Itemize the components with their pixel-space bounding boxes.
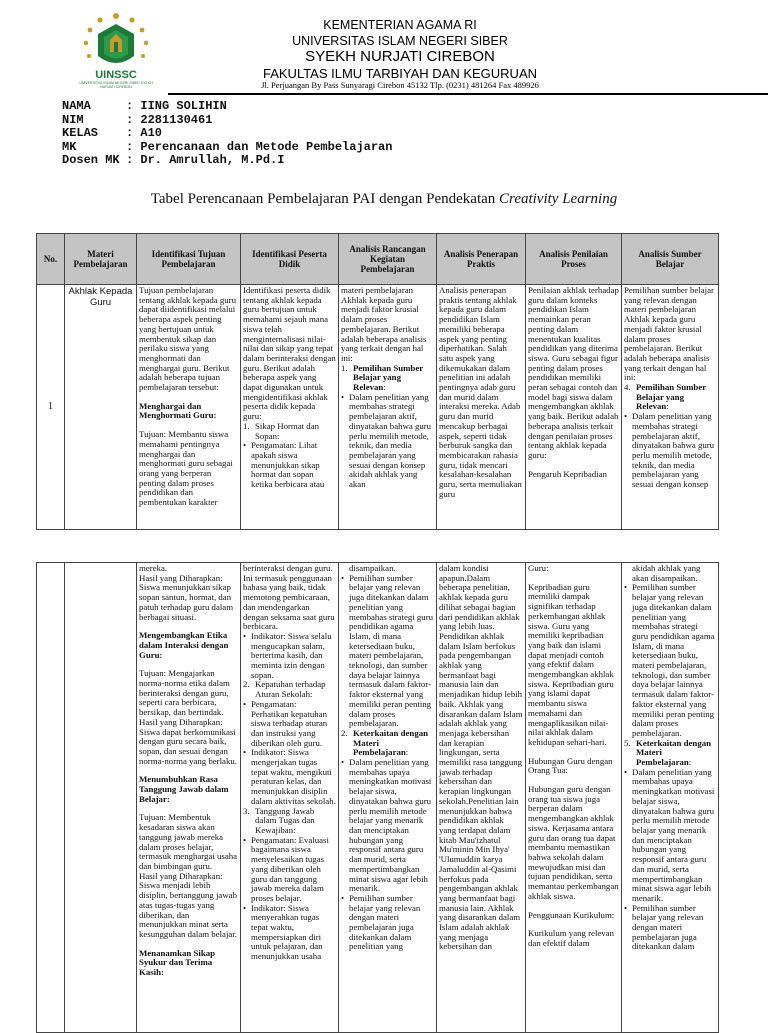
tujuan-heading: Mengembangkan Etika dalam Interaksi dengan Guru [139,630,229,660]
header-tujuan: Identifikasi Tujuan Pembelajaran [137,234,241,285]
rancangan-bullet: Dalam penelitian yang membahas strategi pembelajaran aktif, dinyatakan bahwa guru perlu memilih metode, teknik, dan media pembelajaran yang sesuai dengan konsep akidah akhlak yang akan [349,391,432,490]
tujuan-cell: mereka. Hasil yang Diharapkan: Siswa menunjukkan sikap sopan santun, hormat, dan patuh terhadap guru dalam berbagai situasi. Mengembangkan Etika dalam Interaksi dengan Guru: Tujuan: Mengajarkan norma-norma etika dalam berinteraksi dengan guru, seperti cara berbicara, bersikap, dan bertindak. Hasil yang Diharapkan: Siswa dapat berkomunikasi dengan guru secara baik, sopan, dan sesuai dengan norma-norma yang berlaku. Menumbuhkan Rasa Tanggung Jawab dalam Belajar: Tujuan: Membentuk kesadaran siswa akan tanggung jawab mereka dalam proses belajar, termasuk menghargai usaha dan bimbingan guru. Hasil yang Diharapkan: Siswa menjadi lebih disiplin, bertanggung jawab atas tugas-tugas yang diberikan, dan menunjukkan minat serta kesungguhan dalam belajar. Menanamkan Sikap Syukur dan Terima Kasih: [137,563,241,1033]
peserta-bullet: Pengamatan: Perhatikan kepatuhan siswa terhadap aturan dan instruksi yang diberikan oleh guru. [251,698,328,748]
title-italic: Creativity Learning [499,191,618,207]
identity-label: MK [62,139,77,154]
peserta-text: Identifikasi peserta didik tentang akhlak kepada guru bertujuan untuk memahami sejauh mana siswa telah menginternalisasi nilai-nilai dan sikap yang tepat dalam berinteraksi dengan guru. Berikut adalah beberapa aspek yang dapat digunakan untuk mengidentifikasi akhlak peserta didik kepada guru: [243,285,336,422]
rancangan-bullet: Dalam penelitian yang membahas upaya meningkatkan motivasi belajar siswa, dinyatakan bahwa guru perlu memilih metode belajar yang menarik dan menciptakan hubungan yang responsif antara guru dan murid, serta mempertimbangkan minat siswa agar lebih menarik. [349,757,432,894]
materi-cell-empty [65,563,137,1033]
letterhead-address: Jl. Perjuangan By Pass Sunyaragi Cirebon 45132 Tlp. (0231) 481264 Fax 489926 [261,80,539,90]
bullet-icon: • [341,892,345,903]
list-number: 2. [243,679,250,690]
header-no: No. [37,234,65,285]
peserta-bullet: Indikator: Siswa selalu mengucapkan salam, berterima kasih, dan meminta izin dengan sopan. [251,630,332,680]
sumber-heading: Pemilihan Sumber Belajar yang Relevan [636,382,706,412]
peserta-item: Kepatuhan terhadap Aturan Sekolah: [255,679,326,700]
proses-cell [526,563,622,1033]
row-number-empty [37,563,65,1033]
peserta-bullet: Indikator: Siswa mengerjakan tugas tepat waktu, mengikuti peraturan kelas, dan menunjukkan disiplin dalam aktivitas sekolah. [251,747,336,806]
identity-value: : Dr. Amrullah, M.Pd.I [126,153,285,167]
letterhead-faculty: FAKULTAS ILMU TARBIYAH DAN KEGURUAN [262,66,537,81]
proses-text: Penilaian akhlak terhadap guru dalam konteks pendidikan Islam memainkan peran penting dalam menentukan kualitas pendidikan yang diterima siswa. Guru sebagai figur penting dalam proses pendidikan memiliki peran sebagai contoh dan model bagi siswa dalam mengembangkan akhlak yang baik. Berikut adalah beberapa analisis terkait dengan penilaian proses tentang akhlak kepada guru: [528,285,619,460]
rancangan-heading: Pemilihan Sumber Belajar yang Relevan [353,362,423,393]
proses-text: Pengaruh Kepribadian [528,468,607,479]
identity-value: : Perencanaan dan Metode Pembelajaran [126,139,393,154]
identity-row [62,100,392,114]
list-number: 4. [624,382,631,393]
tujuan-heading: Menanamkan Sikap Syukur dan Terima Kasih [139,947,216,978]
sumber-bullet: Dalam penelitian yang membahas strategi pembelajaran aktif, dinyatakan bahwa guru perlu memilih metode, teknik, dan media pembelajaran yang sesuai dengan konsep [632,411,715,490]
identity-row [62,154,392,168]
sumber-cell: akidah akhlak yang akan disampaikan. • Pemilihan sumber belajar yang relevan juga ditekankan dalam penelitian yang membahas strategi guru pendidikan agama Islam, di mana ketersediaan buku, materi pembelajaran, teknologi, dan sumber daya belajar lainnya termasuk dalam faktor-faktor eksternal yang memiliki peran penting dalam proses pembelajaran. 5. Keterkaitan dengan Materi Pembelajaran: • Dalam penelitian yang membahas upaya meningkatkan motivasi belajar siswa, dinyatakan bahwa guru perlu memilih metode belajar yang menarik dan menciptakan hubungan yang responsif antara guru dan murid, serta mempertimbangkan minat siswa agar lebih menarik. • Pemilihan sumber belajar yang relevan dengan materi pembelajaran juga ditekankan dalam [622,563,719,1033]
bullet-icon: • [243,902,247,913]
peserta-bullet: Pengamatan: Lihat apakah siswa menunjukkan sikap hormat dan sopan ketika berbicara atau [251,440,325,490]
rancangan-text: disampaikan. [349,563,396,573]
tujuan-text: Tujuan: Mengajarkan norma-norma etika dalam berinteraksi dengan guru, seperti cara berbicara, bersikap, dan bertindak. [139,668,230,718]
letterhead-divider [168,93,768,95]
logo-name: UINSSC [95,69,137,81]
peserta-cell [241,285,339,530]
peserta-text: berinteraksi dengan guru. Ini termasuk penggunaan bahasa yang baik, tidak memotong pembicaraan, dan mendengarkan dengan seksama saat guru berbicara. [243,563,335,632]
logo-subtitle: UNIVERSITAS ISLAM NEGERI SIBER SYEKH NURJATI CIREBON [79,81,153,89]
bullet-icon: • [243,834,247,845]
list-number: 1. [341,362,348,373]
sumber-bullet: Pemilihan sumber belajar yang relevan juga ditekankan dalam penelitian yang membahas strategi guru pendidikan agama Islam, di mana ketersediaan buku, materi pembelajaran, teknologi, dan sumber daya belajar lainnya termasuk dalam faktor-faktor eksternal yang memiliki peran penting dalam proses pembelajaran. [632,582,715,738]
tujuan-heading: Menumbuhkan Rasa Tanggung Jawab dalam Belajar [139,774,229,804]
bullet-icon: • [243,747,247,758]
student-identity [62,100,392,168]
table-header-row [37,234,719,285]
rancangan-bullet: Pemilihan sumber belajar yang relevan juga ditekankan dalam penelitian yang membahas strategi guru pendidikan agama Islam, di mana ketersediaan buku, materi pembelajaran, teknologi, dan sumber daya belajar lainnya termasuk dalam faktor-faktor eksternal yang memiliki peran penting dalam proses pembelajaran. [349,572,434,729]
rancangan-bullet: Pemilihan sumber belajar yang relevan dengan materi pembelajaran juga ditekankan dalam penelitian yang [349,892,421,952]
peserta-cell [241,563,339,1033]
header-rancangan: Analisis Rancangan Kegiatan Pembelajaran [339,234,437,285]
list-number: 1. [243,420,250,431]
peserta-item: Sikap Hormat dan Sopan: [255,420,320,441]
proses-cell [526,285,622,530]
identity-value: : 2281130461 [126,112,213,127]
peserta-bullet: Pengamatan: Evaluasi bagaimana siswa menyelesaikan tugas yang diberikan oleh guru dan tanggung jawab mereka dalam proses belajar. [251,834,329,903]
list-number: 3. [243,805,250,816]
identity-value: : IING SOLIHIN [126,99,227,113]
sumber-cell: Pemilihan sumber belajar yang relevan dengan materi pembelajaran Akhlak kepada guru menjadi faktor krusial dalam proses pembelajaran. Berikut adalah beberapa analisis yang terkait dengan hal ini: 4. Pemilihan Sumber Belajar yang Relevan: • Dalam penelitian yang membahas strategi pembelajaran aktif, dinyatakan bahwa guru perlu memilih metode, teknik, dan media pembelajaran yang sesuai dengan konsep [622,285,719,530]
proses-text: Hubungan Guru dengan Orang Tua: [528,755,613,776]
letterhead-university-name: SYEKH NURJATI CIREBON [305,48,495,65]
tujuan-text: Tujuan: Membentuk kesadaran siswa akan tanggung jawab mereka dalam proses belajar, termasuk menghargai usaha dan bimbingan guru. [139,812,238,871]
tujuan-text: Hasil yang Diharapkan: Siswa dapat berkomunikasi dengan guru secara baik, sopan, dan sesuai dengan norma-norma yang berlaku. [139,716,237,766]
bullet-icon: • [624,582,628,593]
sumber-bullet: Pemilihan sumber belajar yang relevan dengan materi pembelajaran juga ditekankan dalam [632,902,704,952]
header-praktis: Analisis Penerapan Praktis [437,234,526,285]
bullet-icon: • [341,391,345,402]
bullet-icon: • [243,630,247,641]
proses-text: Kurikulum yang relevan dan efektif dalam [528,928,614,948]
identity-label: NAMA [62,99,91,113]
praktis-cell: Analisis penerapan praktis tentang akhlak kepada guru dalam pendidikan Islam memiliki beberapa aspek yang penting diperhatikan. Salah satu aspek yang dikemukakan dalam penelitian ini adalah pentingnya adab guru dan murid dalam interaksi mereka. Adab guru dan murid mencakup berbagai aspek, seperti tidak berburuk sangka dan membicarakan rahasia guru, tidak mencari kesalahan-kesalahan guru, serta memuliakan guru [437,285,526,530]
bullet-icon: • [341,572,345,583]
proses-text: Penggunaan Kurikulum: [528,909,615,920]
identity-label: KELAS [62,126,99,140]
header-proses: Analisis Penilaian Proses [526,234,622,285]
identity-label: NIM [62,112,84,127]
table-row [37,285,719,530]
rancangan-cell: materi pembelajaran Akhlak kepada guru menjadi faktor krusial dalam proses pembelajaran. Berikut adalah beberapa analisis yang terkait dengan hal ini: 1. Pemilihan Sumber Belajar yang Relevan: • Dalam penelitian yang membahas strategi pembelajaran aktif, dinyatakan bahwa guru perlu memilih metode, teknik, dan media pembelajaran yang sesuai dengan konsep akidah akhlak yang akan [339,285,437,530]
bullet-icon: • [624,766,628,777]
sumber-text: akidah akhlak yang akan disampaikan. [632,563,701,583]
tujuan-text: Hasil yang Diharapkan: Siswa menjadi lebih disiplin, bertanggung jawab atas tugas-tugas yang diberikan, dan menunjukkan minat serta kesungguhan dalam belajar. [139,870,237,939]
header-materi: Materi Pembelajaran [65,234,137,285]
letterhead-ministry: KEMENTERIAN AGAMA RI [323,18,477,32]
bullet-icon: • [624,902,628,913]
tujuan-text: Hasil yang Diharapkan: Siswa menunjukkan sikap sopan santun, hormat, dan patuh terhadap guru dalam berbagai situasi. [139,572,234,622]
row-number: 1 [37,285,65,530]
header-peserta: Identifikasi Peserta Didik [241,234,339,285]
bullet-icon: • [243,698,247,709]
planning-table-part-1 [36,233,719,530]
list-number: 5. [624,737,631,748]
rancangan-text: materi pembelajaran Akhlak kepada guru menjadi faktor krusial dalam proses pembelajaran. Berikut adalah beberapa analisis yang terkait dengan hal ini: [341,285,427,363]
sumber-text: Pemilihan sumber belajar yang relevan dengan materi pembelajaran Akhlak kepada guru menjadi faktor krusial dalam proses pembelajaran. Berikut adalah beberapa analisis yang terkait dengan hal ini: [624,285,714,383]
tujuan-heading: Menghargai dan Menghormati Guru [139,400,214,421]
bullet-icon: • [243,440,247,451]
sumber-bullet: Dalam penelitian yang membahas upaya meningkatkan motivasi belajar siswa, dinyatakan bahwa guru perlu memilih metode belajar yang menarik dan menciptakan hubungan yang responsif antara guru dan murid, serta mempertimbangkan minat siswa agar lebih menarik. [632,766,715,903]
document-title [0,191,768,208]
peserta-item: Tanggung Jawab dalam Tugas dan Kewajiban: [255,805,315,835]
rancangan-cell: disampaikan. • Pemilihan sumber belajar yang relevan juga ditekankan dalam penelitian yang membahas strategi guru pendidikan agama Islam, di mana ketersediaan buku, materi pembelajaran, teknologi, dan sumber daya belajar lainnya termasuk dalam faktor-faktor eksternal yang memiliki peran penting dalam proses pembelajaran. 2. Keterkaitan dengan Materi Pembelajaran: • Dalam penelitian yang membahas upaya meningkatkan motivasi belajar siswa, dinyatakan bahwa guru perlu memilih metode belajar yang menarik dan menciptakan hubungan yang responsif antara guru dan murid, serta mempertimbangkan minat siswa agar lebih menarik. • Pemilihan sumber belajar yang relevan dengan materi pembelajaran juga ditekankan dalam penelitian yang [339,563,437,1033]
peserta-bullet: Indikator: Siswa menyerahkan tugas tepat waktu, mempersiapkan diri untuk pelajaran, dan menunjukkan usaha [251,902,323,962]
rancangan-heading: Keterkaitan dengan Materi Pembelajaran [353,727,429,758]
identity-value: : A10 [126,126,163,140]
header-sumber: Analisis Sumber Belajar [622,234,719,285]
proses-text: Kepribadian guru memiliki dampak signifikan terhadap perkembangan akhlak siswa. Guru yang memiliki kepribadian yang baik dan islami dapat menjadi contoh yang efektif dalam mengembangkan akhlak siswa. Kepribadian guru yang islami dapat membantu siswa memahami dan mengaplikasikan nilai-nilai akhlak dalam kehidupan sehari-hari. [528,581,614,747]
proses-text: Hubungan guru dengan orang tua siswa juga berperan dalam mengembangkan akhlak siswa. Kerjasama antara guru dan orang tua dapat membantu memastikan bahwa sekolah dalam mewujudkan misi dan tujuan pendidikan, serta memantau perkembangan akhlak siswa. [528,784,619,901]
bullet-icon: • [624,411,628,422]
identity-row [62,114,392,128]
identity-row [62,127,392,141]
tujuan-text: Tujuan pembelajaran tentang akhlak kepada guru dapat diidentifikasi melalui beberapa aspek penting yang bertujuan untuk membentuk sikap dan perilaku siswa yang menghormati dan menghargai guru. Berikut adalah beberapa tujuan pembelajaran tersebut: [139,285,236,393]
title-main: Tabel Perencanaan Pembelajaran PAI dengan Pendekatan [150,191,500,207]
bullet-icon: • [341,757,345,768]
table-row [37,563,719,1033]
list-number: 2. [341,727,348,738]
sumber-heading: Keterkaitan dengan Materi Pembelajaran [636,737,712,768]
identity-row [62,141,392,155]
praktis-cell: dalam kondisi apapun.Dalam beberapa penelitian, akhlak kepada guru dilihat sebagai bagian dari pendidikan akhlak yang lebih luas. Pendidikan akhlak dalam Islam berfokus pada pengembangan akhlak yang bermanfaat bagi manusia lain dan menjadikan hidup lebih baik. Akhlak yang disarankan dalam Islam adalah akhlak yang menjaga kebersihan dan kerapian lingkungan, serta memiliki rasa tanggung jawab terhadap kebersihan dan kerapian lingkungan sekolah.Penelitian lain menunjukkan bahwa pendidikan akhlak yang terdapat dalam kitab Mau'izhatul Mu'minin Min Ihya' 'Ulumuddin karya Jamaluddin al-Qasimi berfokus pada pengembangan akhlak yang bermanfaat bagi manusia lain. Akhlak yang disarankan dalam Islam adalah akhlak yang menjaga kebersihan dan [437,563,526,1033]
tujuan-text: mereka. [139,563,168,573]
planning-table-part-2 [36,562,719,1033]
materi-cell: Akhlak Kepada Guru [65,285,137,530]
proses-text: Guru: [528,563,549,573]
letterhead-university: UNIVERSITAS ISLAM NEGERI SIBER [292,34,508,48]
identity-label: Dosen MK [62,153,120,167]
tujuan-text: Tujuan: Membantu siswa memahami pentingnya menghargai dan menghormati guru sebagai orang yang berperan penting dalam proses pendidikan dan pembentukan karakter [139,429,233,508]
tujuan-cell: Tujuan pembelajaran tentang akhlak kepada guru dapat diidentifikasi melalui beberapa aspek penting yang bertujuan untuk membentuk sikap dan perilaku siswa yang menghormati dan menghargai guru. Berikut adalah beberapa tujuan pembelajaran tersebut: Menghargai dan Menghormati Guru: Tujuan: Membantu siswa memahami pentingnya menghargai dan menghormati guru sebagai orang yang berperan penting dalam proses pendidikan dan pembentukan karakter [137,285,241,530]
